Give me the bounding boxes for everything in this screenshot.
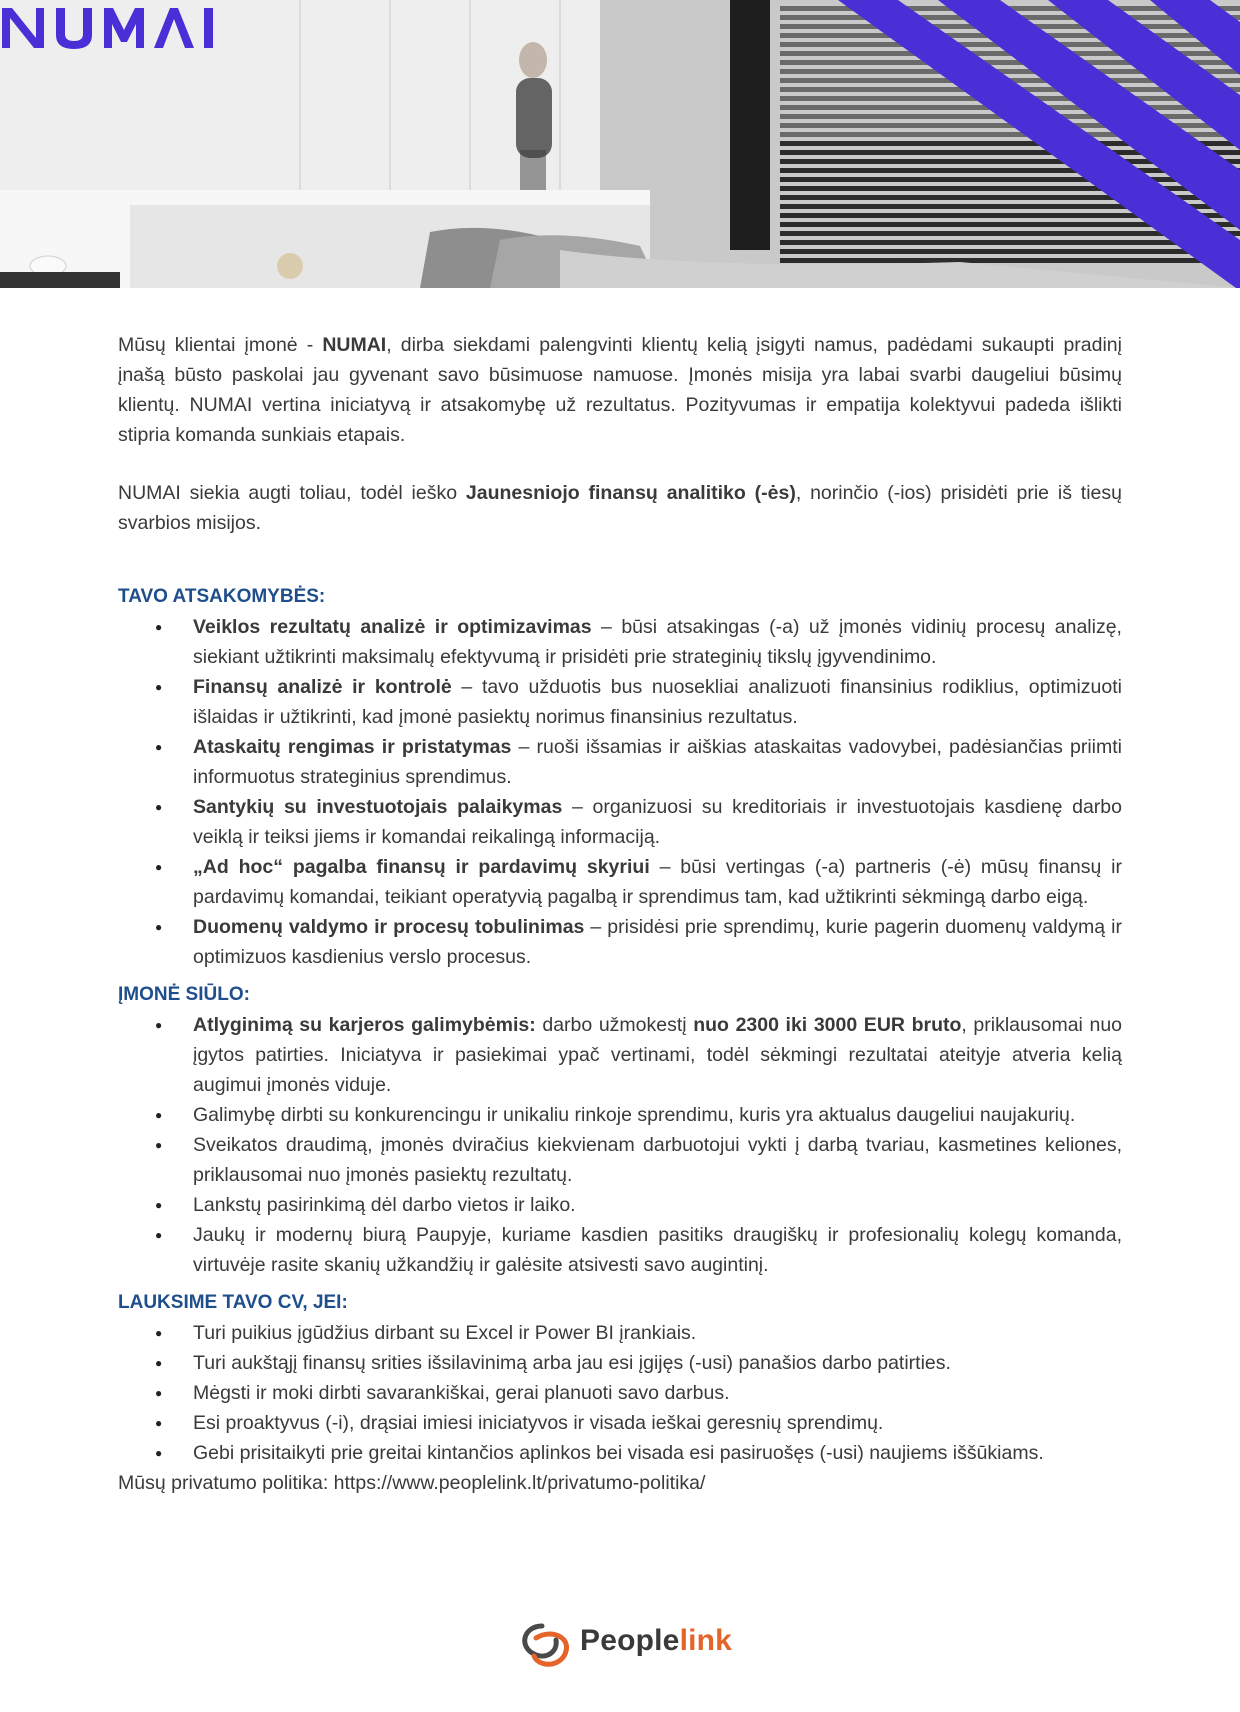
list-item: ● Veiklos rezultatų analizė ir optimizavimas – būsi atsakingas (-a) už įmonės vidinių procesų analizę, siekiant užtikrinti maksimalų efektyvumą ir prisidėti prie strateginių tikslų įgyvendinimo.: [118, 612, 1122, 672]
responsibilities-list: [118, 612, 1122, 972]
offer-list: [118, 1010, 1122, 1280]
list-item: ● Santykių su investuotojais palaikymas – organizuosi su kreditoriais ir investuotojais kasdienę darbo veiklą ir teiksi jiems ir komandai reikalingą informaciją.: [118, 792, 1122, 852]
list-item: ● Gebi prisitaikyti prie greitai kintančios aplinkos bei visada esi pasiruošęs (-usi) naujiems iššūkiams.: [118, 1438, 1122, 1468]
list-item: ● Lankstų pasirinkimą dėl darbo vietos ir laiko.: [118, 1190, 1122, 1220]
list-item: ● Atlyginimą su karjeros galimybėmis: darbo užmokestį nuo 2300 iki 3000 EUR bruto, priklausomai nuo įgytos patirties. Iniciatyva ir pasiekimai ypač vertinami, todėl sėkmingi rezultatai ateityje atveria kelią augimui įmonės viduje.: [118, 1010, 1122, 1100]
list-item: ● Duomenų valdymo ir procesų tobulinimas – prisidėsi prie sprendimų, kurie pagerin duomenų valdymą ir optimizuos kasdienius verslo procesus.: [118, 912, 1122, 972]
blind-slat: [780, 177, 1240, 182]
list-item: ● Sveikatos draudimą, įmonės dviračius kiekvienam darbuotojui vykti į darbą tvariau, kasmetines keliones, priklausomai nuo įmonės pasiektų rezultatų.: [118, 1130, 1122, 1190]
hero-image: [0, 0, 1240, 288]
privacy-policy: Mūsų privatumo politika: https://www.peoplelink.lt/privatumo-politika/: [118, 1472, 706, 1494]
numai-logo: [0, 0, 220, 56]
intro-paragraph-1: Mūsų klientai įmonė - NUMAI, dirba siekdami palengvinti klientų kelią įsigyti namus, padėdami sukaupti pradinį įnašą būsto paskolai jau gyvenant savo būsimuose namuose. Įmonės misija yra labai svarbi daugeliui būsimų klientų. NUMAI vertina iniciatyvą ir atsakomybę už rezultatus. Pozityvumas ir empatija kolektyvui padeda išlikti stipria komanda sunkiais etapais.: [118, 334, 1122, 446]
blind-slat: [780, 249, 1240, 254]
responsibilities-title: TAVO ATSAKOMYBĖS:: [118, 586, 326, 607]
peoplelink-logo-text: Peoplelink: [580, 1624, 733, 1657]
list-item: ● „Ad hoc“ pagalba finansų ir pardavimų skyriui – būsi vertingas (-a) partneris (-ė) mūsų finansų ir pardavimų komandai, teikiant operatyvią pagalbą ir sprendimus tam, kad užtikrinti sėkmingą darbo eigą.: [118, 852, 1122, 912]
requirements-title: LAUKSIME TAVO CV, JEI:: [118, 1292, 348, 1313]
list-item: ● Esi proaktyvus (-i), drąsiai imiesi iniciatyvos ir visada ieškai geresnių sprendimų.: [118, 1408, 1122, 1438]
list-item: ● Galimybę dirbti su konkurencingu ir unikaliu rinkoje sprendimu, kuris yra aktualus daugeliui naujakurių.: [118, 1100, 1122, 1130]
blind-slat: [780, 186, 1240, 191]
requirements-list: [118, 1318, 1122, 1468]
blind-slat: [780, 258, 1240, 263]
offer-title: ĮMONĖ SIŪLO:: [118, 984, 250, 1005]
list-item: ● Jaukų ir modernų biurą Paupyje, kuriame kasdien pasitiks draugiškų ir profesionalių kolegų komanda, virtuvėje rasite skanių užkandžių ir galėsite atsivesti savo augintinį.: [118, 1220, 1122, 1280]
job-description: [118, 330, 1122, 1498]
list-item: ● Turi puikius įgūdžius dirbant su Excel ir Power BI įrankiais.: [118, 1318, 1122, 1348]
list-item: ● Mėgsti ir moki dirbti savarankiškai, gerai planuoti savo darbus.: [118, 1378, 1122, 1408]
intro-paragraph-2: NUMAI siekia augti toliau, todėl ieško Jaunesniojo finansų analitiko (-ės), norinčio (-ios) prisidėti prie iš tiesų svarbios misijos.: [118, 482, 1122, 534]
list-item: ● Ataskaitų rengimas ir pristatymas – ruoši išsamias ir aiškias ataskaitas vadovybei, padėsiančias priimti informuotus strateginius sprendimus.: [118, 732, 1122, 792]
list-item: ● Finansų analizė ir kontrolė – tavo užduotis bus nuosekliai analizuoti finansinius rodiklius, optimizuoti išlaidas ir užtikrinti, kad įmonė pasiektų norimus finansinius rezultatus.: [118, 672, 1122, 732]
list-item: ● Turi aukštąjį finansų srities išsilavinimą arba jau esi įgijęs (-usi) panašios darbo patirties.: [118, 1348, 1122, 1378]
